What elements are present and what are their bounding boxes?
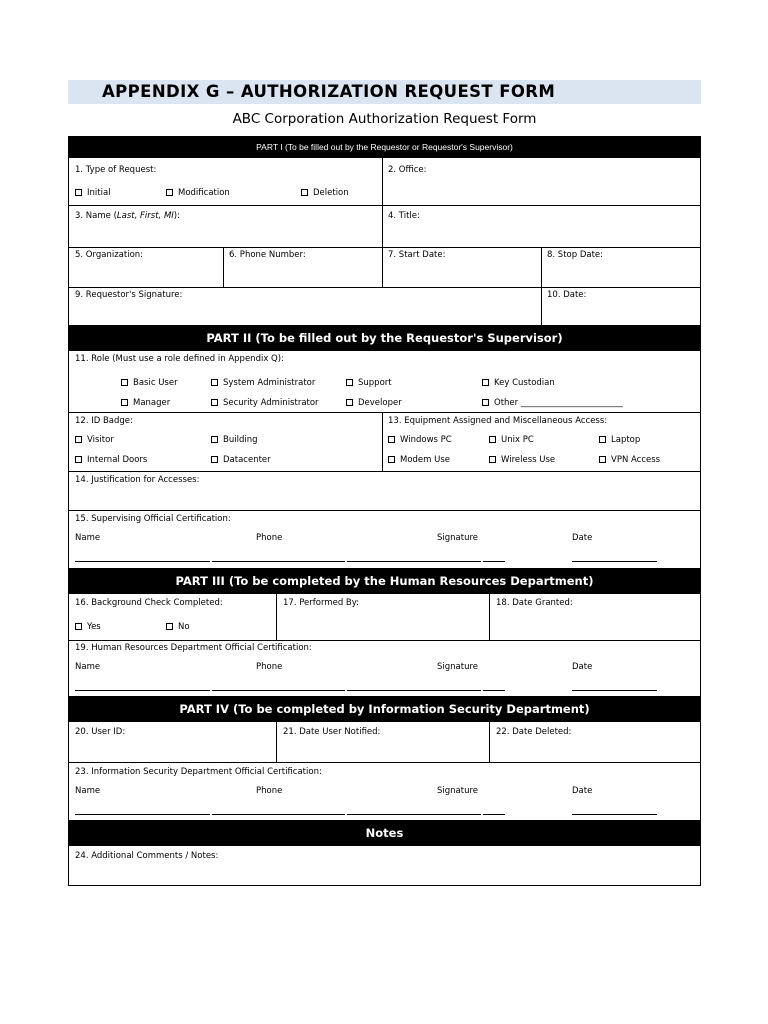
row-divider: [69, 471, 700, 472]
checkbox-unix-pc[interactable]: [489, 435, 534, 446]
cell-divider: [223, 247, 224, 287]
checkbox-label: Visitor: [87, 435, 114, 445]
part1-header: PART I (To be filled out by the Requestor or Requestor's Supervisor): [69, 137, 700, 158]
name-label-suffix: ):: [173, 211, 180, 221]
cert-signature-label: Signature: [437, 662, 479, 672]
checkbox-icon: [346, 379, 353, 386]
cell-divider: [489, 722, 490, 762]
organization-field[interactable]: 5. Organization:: [75, 250, 144, 260]
checkbox-icon: [75, 456, 82, 463]
checkbox-key-custodian[interactable]: [482, 378, 555, 389]
checkbox-visitor[interactable]: [75, 435, 114, 446]
row-divider: [69, 412, 700, 413]
checkbox-no[interactable]: [166, 622, 190, 633]
signature-line[interactable]: [347, 814, 481, 815]
part3-header: PART III (To be completed by the Human Resources Department): [69, 568, 700, 594]
checkbox-datacenter[interactable]: [211, 455, 271, 466]
checkbox-label: Laptop: [611, 435, 641, 445]
cert-date-label: Date: [572, 662, 593, 672]
checkbox-deletion[interactable]: [301, 188, 349, 199]
checkbox-label: Modification: [178, 188, 230, 198]
checkbox-label: Basic User: [133, 378, 178, 388]
signature-line-end: [483, 690, 505, 691]
hr-certification-label: 19. Human Resources Department Official Certification:: [75, 643, 312, 653]
checkbox-internal-doors[interactable]: [75, 455, 147, 466]
signature-line-end: [483, 814, 505, 815]
checkbox-label: Initial: [87, 188, 111, 198]
checkbox-label: Building: [223, 435, 258, 445]
date-field[interactable]: 10. Date:: [547, 290, 587, 300]
checkbox-modification[interactable]: [166, 188, 230, 199]
name-field[interactable]: [75, 211, 180, 222]
office-field[interactable]: 2. Office:: [388, 165, 427, 175]
checkbox-laptop[interactable]: [599, 435, 640, 446]
checkbox-label: Developer: [358, 398, 402, 408]
cell-divider: [382, 412, 383, 471]
cell-divider: [276, 722, 277, 762]
checkbox-icon: [599, 456, 606, 463]
checkbox-label: Deletion: [313, 188, 349, 198]
cell-divider: [382, 158, 383, 247]
checkbox-icon: [166, 623, 173, 630]
date-signature-line[interactable]: [572, 690, 657, 691]
phone-signature-line[interactable]: [212, 561, 345, 562]
checkbox-icon: [301, 189, 308, 196]
checkbox-system-administrator[interactable]: [211, 378, 315, 389]
checkbox-label: No: [178, 622, 190, 632]
checkbox-label: Support: [358, 378, 392, 388]
cert-phone-label: Phone: [256, 662, 283, 672]
cert-signature-label: Signature: [437, 533, 479, 543]
signature-line[interactable]: [347, 690, 481, 691]
checkbox-icon: [211, 379, 218, 386]
checkbox-label: Security Administrator: [223, 398, 319, 408]
checkbox-wireless-use[interactable]: [489, 455, 555, 466]
name-label-italic: Last, First, MI: [116, 211, 174, 221]
name-signature-line[interactable]: [75, 561, 210, 562]
id-badge-label: 12. ID Badge:: [75, 416, 133, 426]
checkbox-icon: [121, 399, 128, 406]
supervising-certification-label: 15. Supervising Official Certification:: [75, 514, 231, 524]
checkbox-other[interactable]: [482, 398, 623, 409]
justification-field[interactable]: 14. Justification for Accesses:: [75, 475, 200, 485]
appendix-title: APPENDIX G – AUTHORIZATION REQUEST FORM: [102, 82, 556, 101]
checkbox-label: Wireless Use: [501, 455, 556, 465]
cell-divider: [276, 594, 277, 640]
row-divider: [69, 510, 700, 511]
cert-name-label: Name: [75, 662, 101, 672]
checkbox-icon: [599, 436, 606, 443]
row-divider: [69, 640, 700, 641]
row-divider: [69, 287, 700, 288]
cert-date-label: Date: [572, 533, 593, 543]
date-signature-line[interactable]: [572, 561, 657, 562]
checkbox-icon: [75, 436, 82, 443]
checkbox-icon: [75, 623, 82, 630]
checkbox-icon: [388, 456, 395, 463]
signature-line[interactable]: [347, 561, 481, 562]
checkbox-icon: [346, 399, 353, 406]
checkbox-initial[interactable]: [75, 188, 111, 199]
date-user-notified-field[interactable]: 21. Date User Notified:: [283, 727, 381, 737]
checkbox-icon: [121, 379, 128, 386]
start-date-field[interactable]: 7. Start Date:: [388, 250, 446, 260]
checkbox-icon: [211, 456, 218, 463]
checkbox-icon: [211, 436, 218, 443]
checkbox-yes[interactable]: [75, 622, 101, 633]
cert-phone-label: Phone: [256, 533, 283, 543]
name-label-prefix: 3. Name (: [75, 211, 117, 221]
checkbox-icon: [211, 399, 218, 406]
checkbox-icon: [75, 189, 82, 196]
checkbox-basic-user[interactable]: [121, 378, 178, 389]
background-check-label: 16. Background Check Completed:: [75, 598, 223, 608]
title-field[interactable]: 4. Title:: [388, 211, 420, 221]
checkbox-icon: [388, 436, 395, 443]
cert-name-label: Name: [75, 533, 101, 543]
checkbox-icon: [482, 379, 489, 386]
phone-number-field[interactable]: 6. Phone Number:: [229, 250, 306, 260]
type-of-request-label: 1. Type of Request:: [75, 165, 157, 175]
cert-signature-label: Signature: [437, 786, 479, 796]
cert-phone-label: Phone: [256, 786, 283, 796]
user-id-field[interactable]: 20. User ID:: [75, 727, 126, 737]
row-divider: [69, 205, 700, 206]
checkbox-label: Windows PC: [400, 435, 452, 445]
infosec-certification-label: 23. Information Security Department Official Certification:: [75, 767, 322, 777]
name-signature-line[interactable]: [75, 814, 210, 815]
part4-header: PART IV (To be completed by Information Security Department): [69, 696, 700, 722]
checkbox-icon: [489, 456, 496, 463]
part2-header: PART II (To be filled out by the Requestor's Supervisor): [69, 325, 700, 351]
checkbox-vpn-access[interactable]: [599, 455, 660, 466]
stop-date-field[interactable]: 8. Stop Date:: [547, 250, 604, 260]
additional-comments-field[interactable]: 24. Additional Comments / Notes:: [75, 851, 219, 861]
checkbox-support[interactable]: [346, 378, 392, 389]
phone-signature-line[interactable]: [212, 814, 345, 815]
checkbox-label: Modem Use: [400, 455, 451, 465]
checkbox-label: Yes: [87, 622, 101, 632]
cell-divider: [489, 594, 490, 640]
checkbox-developer[interactable]: [346, 398, 402, 409]
checkbox-modem-use[interactable]: [388, 455, 450, 466]
checkbox-label: Internal Doors: [87, 455, 148, 465]
row-divider: [69, 247, 700, 248]
requestor-signature-field[interactable]: 9. Requestor's Signature:: [75, 290, 183, 300]
date-deleted-field[interactable]: 22. Date Deleted:: [496, 727, 572, 737]
row-divider: [69, 762, 700, 763]
checkbox-label: Unix PC: [501, 435, 534, 445]
signature-line-end: [483, 561, 505, 562]
checkbox-label: Datacenter: [223, 455, 271, 465]
checkbox-icon: [166, 189, 173, 196]
cert-date-label: Date: [572, 786, 593, 796]
checkbox-windows-pc[interactable]: [388, 435, 452, 446]
cert-name-label: Name: [75, 786, 101, 796]
date-signature-line[interactable]: [572, 814, 657, 815]
form-title: ABC Corporation Authorization Request Form: [232, 111, 537, 127]
checkbox-label: Manager: [133, 398, 171, 408]
appendix-title-band: [68, 80, 701, 104]
phone-signature-line[interactable]: [212, 690, 345, 691]
equipment-label: 13. Equipment Assigned and Miscellaneous Access:: [388, 416, 608, 426]
checkbox-label: Other ________________________: [494, 398, 623, 408]
role-label: 11. Role (Must use a role defined in Appendix Q):: [75, 354, 284, 364]
cell-divider: [382, 247, 383, 287]
checkbox-label: VPN Access: [611, 455, 661, 465]
checkbox-label: Key Custodian: [494, 378, 555, 388]
cell-divider: [541, 247, 542, 325]
notes-header: Notes: [69, 820, 700, 846]
date-granted-field[interactable]: 18. Date Granted:: [496, 598, 573, 608]
name-signature-line[interactable]: [75, 690, 210, 691]
checkbox-security-administrator[interactable]: [211, 398, 319, 409]
checkbox-label: System Administrator: [223, 378, 316, 388]
checkbox-icon: [482, 399, 489, 406]
checkbox-manager[interactable]: [121, 398, 170, 409]
checkbox-building[interactable]: [211, 435, 257, 446]
authorization-request-form: [68, 136, 701, 886]
performed-by-field[interactable]: 17. Performed By:: [283, 598, 360, 608]
checkbox-icon: [489, 436, 496, 443]
